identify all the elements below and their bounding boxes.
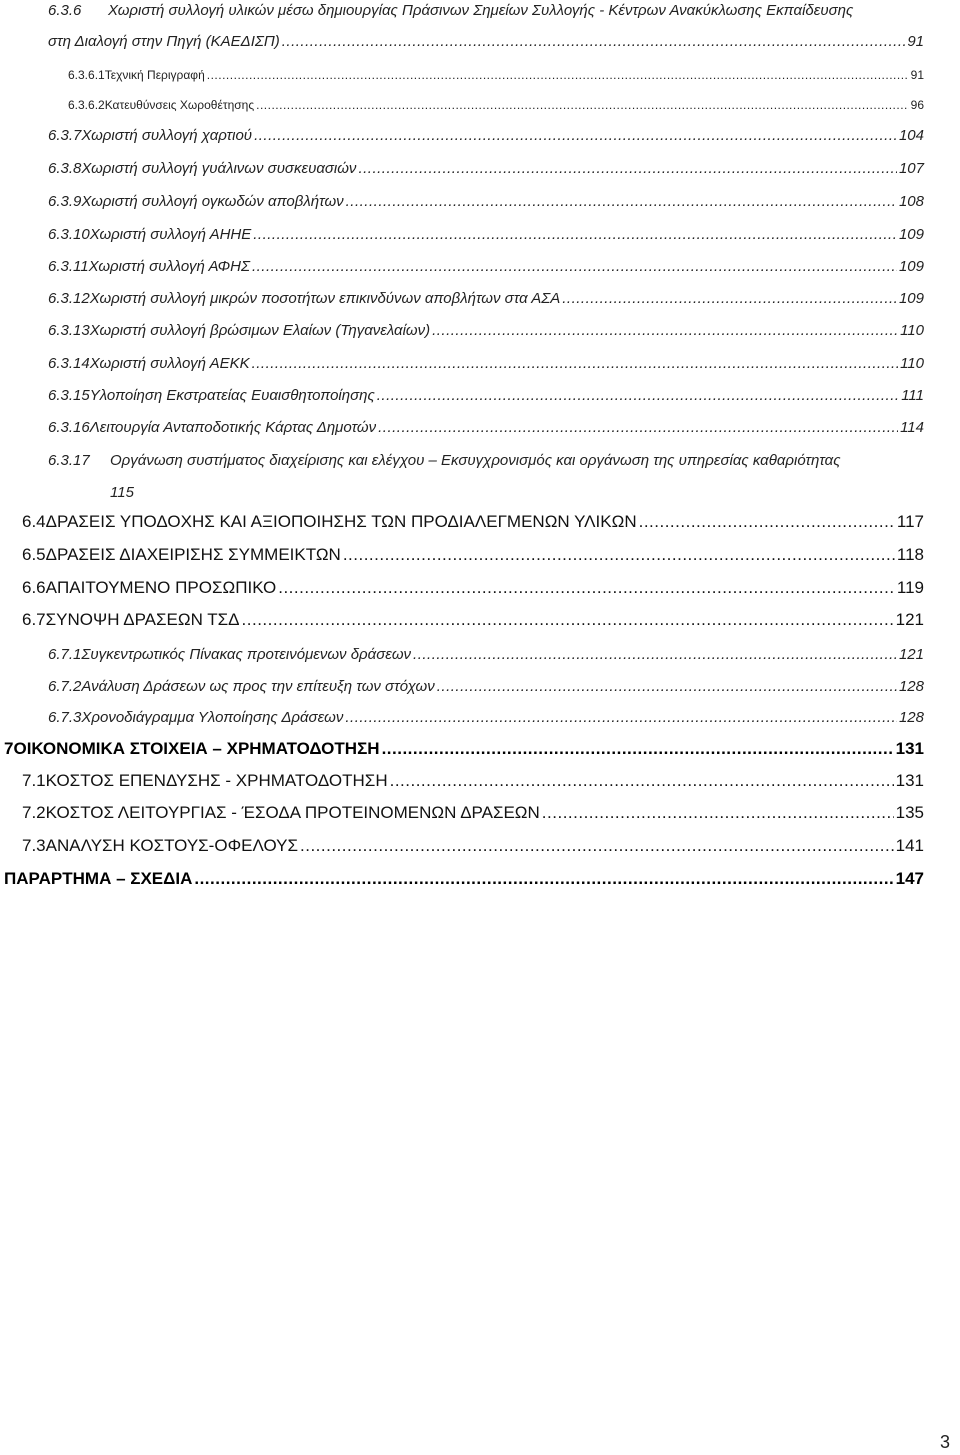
toc-entry-title: ΠΑΡΑΡΤΗΜΑ – ΣΧΕΔΙΑ (4, 869, 193, 888)
toc-entry-title: Λειτουργία Ανταποδοτικής Κάρτας Δημοτών (89, 419, 377, 436)
toc-entry-number: 6.5 (22, 545, 46, 564)
page-number: 3 (939, 1432, 950, 1452)
toc-leader (252, 355, 898, 372)
toc-entry-page: 108 (898, 193, 924, 210)
toc-entry-page: 109 (898, 258, 924, 275)
toc-entry-number: 6.3.6.2 (68, 98, 105, 112)
toc-leader (207, 68, 909, 82)
toc-entry-page: 131 (895, 739, 924, 758)
toc-entry-page: 107 (898, 160, 924, 177)
toc-entry-page: 128 (898, 678, 924, 695)
toc-entry-6-3-6-continuation[interactable] (48, 33, 924, 50)
toc-leader (437, 678, 897, 695)
toc-entry-6-7-3[interactable] (48, 709, 924, 726)
toc-entry-page: 147 (895, 869, 924, 888)
toc-entry-6-3-13[interactable] (48, 322, 924, 339)
toc-entry-6-5[interactable] (22, 545, 924, 565)
toc-entry-number: 7.3 (22, 836, 46, 855)
toc-entry-number: 6.3.10 (48, 226, 90, 243)
toc-entry-page: 121 (895, 610, 924, 629)
toc-entry-6-3-17-page (110, 484, 170, 501)
toc-entry-number: 6.7 (22, 610, 46, 629)
toc-entry-title: Χωριστή συλλογή ΑΕΚΚ (89, 355, 250, 372)
toc-entry-title: ΚΟΣΤΟΣ ΛΕΙΤΟΥΡΓΙΑΣ - ΈΣΟΔΑ ΠΡΟΤΕΙΝΟΜΕΝΩΝ ΔΡΑΣΕΩΝ (45, 803, 540, 822)
toc-entry-page: 109 (898, 290, 924, 307)
toc-entry-number: 6.3.14 (48, 355, 90, 372)
toc-entry-page: 118 (896, 545, 924, 564)
toc-entry-appendix[interactable] (4, 869, 924, 889)
toc-entry-number: 7.2 (22, 803, 46, 822)
toc-entry-number: 6.3.9 (48, 193, 82, 210)
toc-entry-6-3-7[interactable] (48, 127, 924, 144)
toc-entry-title: ΔΡΑΣΕΙΣ ΥΠΟΔΟΧΗΣ ΚΑΙ ΑΞΙΟΠΟΙΗΣΗΣ ΤΩΝ ΠΡΟΔΙΑΛΕΓΜΕΝΩΝ ΥΛΙΚΩΝ (45, 512, 637, 531)
toc-entry-6-7[interactable] (22, 610, 924, 630)
toc-entry-page: 96 (910, 98, 924, 112)
toc-entry-number: 6.3.7 (48, 127, 82, 144)
toc-leader (378, 419, 898, 436)
toc-entry-page: 135 (895, 803, 924, 822)
toc-leader (390, 771, 894, 791)
toc-entry-title: Χωριστή συλλογή γυάλινων συσκευασιών (81, 160, 357, 177)
toc-entry-number: 6.3.16 (48, 419, 90, 436)
toc-entry-7-1[interactable] (22, 771, 924, 791)
toc-entry-6-3-14[interactable] (48, 355, 924, 372)
toc-entry-page: 111 (901, 387, 924, 404)
toc-entry-7[interactable] (4, 739, 924, 759)
toc-entry-title: Χωριστή συλλογή ΑΦΗΣ (88, 258, 250, 275)
toc-entry-number: 6.3.13 (48, 322, 90, 339)
toc-entry-number: 6.3.17 (48, 452, 90, 469)
toc-entry-number: 6.3.6 (48, 2, 82, 19)
toc-leader (194, 869, 893, 889)
toc-entry-title: ΑΝΑΛΥΣΗ ΚΟΣΤΟΥΣ-ΟΦΕΛΟΥΣ (45, 836, 298, 855)
toc-entry-title: Χωριστή συλλογή ΑΗΗΕ (89, 226, 252, 243)
toc-entry-title: Χωριστή συλλογή βρώσιμων Ελαίων (Τηγανελαίων) (89, 322, 431, 339)
toc-entry-title: Χωριστή συλλογή μικρών ποσοτήτων επικινδύνων αποβλήτων στα ΑΣΑ (89, 290, 561, 307)
toc-entry-6-3-6-2[interactable] (68, 98, 924, 112)
toc-entry-page: 91 (907, 33, 924, 50)
toc-leader (282, 33, 906, 50)
toc-entry-number: 6.3.6.1 (68, 68, 105, 82)
toc-entry-6-3-16[interactable] (48, 419, 924, 436)
toc-leader (253, 226, 897, 243)
toc-entry-page: 109 (898, 226, 924, 243)
toc-entry-title: Χωριστή συλλογή χαρτιού (81, 127, 253, 144)
toc-entry-page: 91 (910, 68, 924, 82)
toc-entry-number: 6.3.11 (48, 258, 89, 275)
toc-entry-number: 7 (4, 739, 14, 758)
toc-entry-6-3-6-1[interactable] (68, 68, 924, 82)
toc-entry-number: 6.7.3 (48, 709, 82, 726)
toc-entry-page: 141 (895, 836, 924, 855)
toc-leader (300, 836, 894, 856)
toc-entry-title: ΣΥΝΟΨΗ ΔΡΑΣΕΩΝ ΤΣΔ (45, 610, 240, 629)
toc-entry-page: 104 (898, 127, 924, 144)
toc-leader (562, 290, 897, 307)
toc-entry-6-4[interactable] (22, 512, 924, 532)
toc-entry-page: 117 (896, 512, 924, 531)
toc-entry-6-7-1[interactable] (48, 646, 924, 663)
toc-leader (542, 803, 894, 823)
toc-entry-title: Χρονοδιάγραμμα Υλοποίησης Δράσεων (81, 709, 344, 726)
toc-entry-title: Τεχνική Περιγραφή (104, 68, 205, 82)
toc-entry-title: Χωριστή συλλογή υλικών μέσω δημιουργίας Πράσινων Σημείων Συλλογής - Κέντρων Ανακύκλωσης Εκπαίδευσης (108, 2, 854, 19)
toc-entry-page: 131 (895, 771, 924, 790)
toc-entry-6-3-6[interactable] (48, 2, 948, 19)
toc-entry-6-7-2[interactable] (48, 678, 924, 695)
toc-entry-title: ΟΙΚΟΝΟΜΙΚΑ ΣΤΟΙΧΕΙΑ – ΧΡΗΜΑΤΟΔΟΤΗΣΗ (13, 739, 380, 758)
toc-entry-page: 114 (900, 419, 924, 436)
toc-leader (377, 387, 899, 404)
toc-leader (432, 322, 898, 339)
toc-entry-title: Οργάνωση συστήματος διαχείρισης και ελέγχου – Εκσυγχρονισμός και οργάνωση της υπηρεσίας καθαριότητας (110, 452, 841, 469)
toc-entry-page: 110 (900, 322, 924, 339)
toc-entry-number: 6.4 (22, 512, 46, 531)
toc-entry-number: 6.3.8 (48, 160, 82, 177)
toc-entry-6-3-8[interactable] (48, 160, 924, 177)
toc-entry-page: 128 (898, 709, 924, 726)
toc-entry-6-3-11[interactable] (48, 258, 924, 275)
toc-entry-6-3-12[interactable] (48, 290, 924, 307)
toc-entry-6-6[interactable] (22, 578, 924, 598)
toc-entry-page: 119 (896, 578, 924, 597)
toc-entry-title: ΔΡΑΣΕΙΣ ΔΙΑΧΕΙΡΙΣΗΣ ΣΥΜΜΕΙΚΤΩΝ (45, 545, 341, 564)
toc-entry-number: 6.7.1 (48, 646, 82, 663)
toc-leader (413, 646, 897, 663)
toc-entry-number: 6.3.15 (48, 387, 90, 404)
toc-leader (343, 545, 895, 565)
toc-entry-7-3[interactable] (22, 836, 924, 856)
toc-entry-6-3-15[interactable] (48, 387, 924, 404)
toc-leader (256, 98, 909, 112)
toc-entry-page: 115 (110, 484, 134, 501)
toc-entry-title-continuation: στη Διαλογή στην Πηγή (ΚΑΕΔΙΣΠ) (48, 33, 280, 50)
toc-leader (358, 160, 897, 177)
toc-leader (382, 739, 894, 759)
toc-entry-title: Ανάλυση Δράσεων ως προς την επίτευξη των στόχων (81, 678, 435, 695)
toc-leader (345, 709, 897, 726)
toc-entry-page: 121 (898, 646, 924, 663)
toc-entry-6-3-10[interactable] (48, 226, 924, 243)
toc-entry-6-3-17[interactable] (48, 452, 948, 469)
toc-leader (242, 610, 894, 630)
toc-entry-number: 6.6 (22, 578, 46, 597)
toc-entry-7-2[interactable] (22, 803, 924, 823)
toc-entry-page: 110 (900, 355, 924, 372)
toc-entry-title: Χωριστή συλλογή ογκωδών αποβλήτων (81, 193, 344, 210)
toc-entry-title: ΑΠΑΙΤΟΥΜΕΝΟ ΠΡΟΣΩΠΙΚΟ (45, 578, 277, 597)
toc-entry-title: ΚΟΣΤΟΣ ΕΠΕΝΔΥΣΗΣ - ΧΡΗΜΑΤΟΔΟΤΗΣΗ (45, 771, 388, 790)
toc-entry-number: 6.3.12 (48, 290, 90, 307)
toc-entry-title: Συγκεντρωτικός Πίνακας προτεινόμενων δράσεων (81, 646, 412, 663)
toc-leader (254, 127, 897, 144)
toc-entry-number: 7.1 (22, 771, 46, 790)
toc-leader (639, 512, 895, 532)
toc-entry-number: 6.7.2 (48, 678, 82, 695)
toc-entry-6-3-9[interactable] (48, 193, 924, 210)
toc-entry-title: Υλοποίηση Εκστρατείας Ευαισθητοποίησης (89, 387, 375, 404)
toc-leader (346, 193, 897, 210)
toc-leader (252, 258, 897, 275)
toc-leader (278, 578, 895, 598)
toc-entry-title: Κατευθύνσεις Χωροθέτησης (104, 98, 255, 112)
